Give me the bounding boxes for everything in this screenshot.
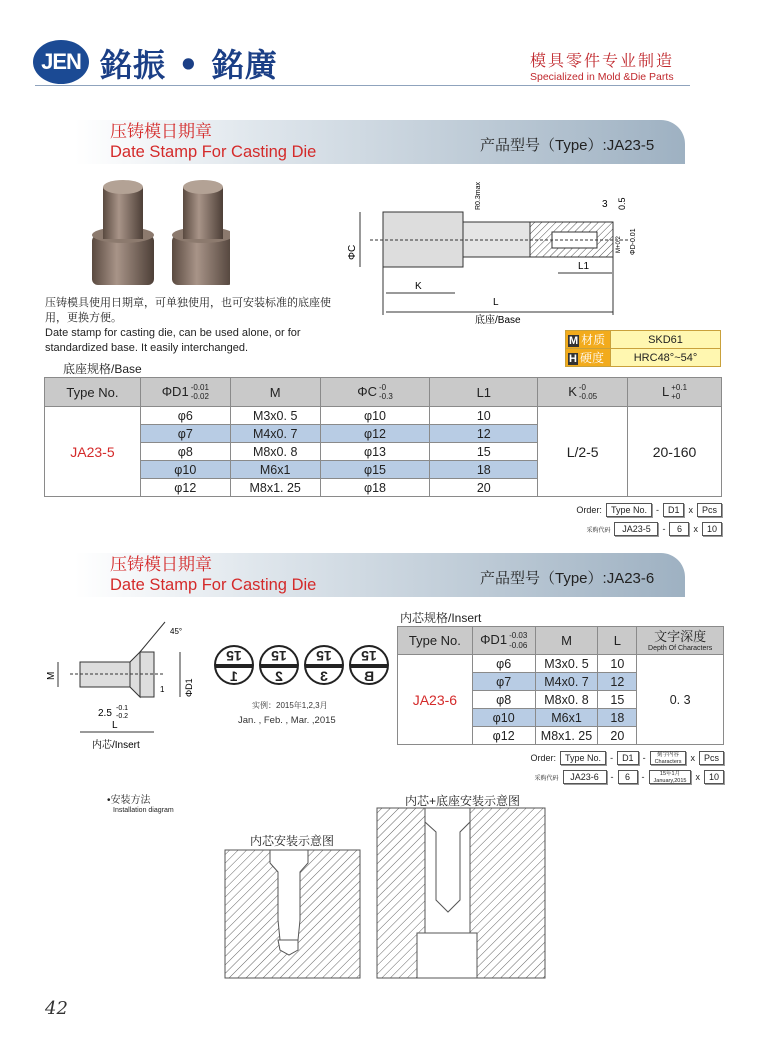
example-en: Jan. , Feb. , Mar. ,2015 [238, 715, 336, 726]
table-row: φ7 M4x0. 7 φ12 12 [45, 425, 722, 443]
section2-title-cn: 压铸模日期章 [110, 555, 212, 574]
dim-k: K [415, 281, 422, 292]
install-right-title: 内芯+底座安装示意图 [405, 794, 521, 808]
table-row: φ10 M6x1 18 [398, 709, 724, 727]
section1-title-cn: 压铸模日期章 [110, 122, 212, 141]
hardness-row: H 硬度 HRC48°~54° [566, 349, 721, 367]
install-title-cn: •安装方法 [107, 795, 151, 806]
base-spec-table: Type No. ΦD1 -0.01 -0.02 M ΦC -0 -0.3 L1 K -0 -0.05 L +0.1 +0 JA23-5 φ6 M3x0. 5 φ10 10 L/2-5 20-160 φ7 M4x0. 7 φ12 12 φ8 M8x0. 8 φ13 15 φ10 M6x1 φ15 18 φ12 M8x1. 25 φ18 20 [44, 377, 722, 497]
drawing-caption: 底座/Base [475, 315, 521, 325]
brand-name: 銘振 • 銘廣 [100, 46, 278, 84]
dim-m: M [46, 671, 57, 680]
example-cn: 实例：2015年1,2,3月 [252, 701, 328, 710]
base-drawing [330, 165, 650, 325]
dim-3: 3 [602, 199, 608, 210]
dim-c: ΦC [347, 244, 358, 260]
section1-type: 产品型号（Type）:JA23-5 [480, 137, 655, 154]
dim-l: L [493, 297, 499, 308]
table-row: φ12 M8x1. 25 φ18 20 [45, 479, 722, 497]
order-example-2: 采购代码 JA23-6 - 6 - 15年1月 January,2015 x 10 [535, 770, 724, 784]
logo: JEN [33, 40, 89, 84]
table-row: φ12 M8x1. 25 20 [398, 727, 724, 745]
dim-l: L [112, 720, 118, 731]
order-format-2: Order: Type No. - D1 - 刻字内容 Characters x Pcs [531, 751, 724, 765]
stamp-3: 15 3 [304, 645, 344, 685]
slogan-en: Specialized in Mold &Die Parts [530, 71, 674, 83]
stamp-examples [214, 645, 389, 685]
install-title-en: Installation diagram [113, 807, 174, 814]
dim-m: M+0.2 [616, 236, 622, 253]
desc-cn: 压铸模具使用日期章，可单独使用，也可安装标准的底座使用，更换方便。 [45, 297, 331, 324]
section2-title-en: Date Stamp For Casting Die [110, 576, 317, 594]
header-divider [35, 85, 690, 86]
slogan-cn: 模具零件专业制造 [530, 51, 675, 70]
material-table [565, 330, 721, 367]
table-row: φ7 M4x0. 7 12 [398, 673, 724, 691]
installation-diagram [220, 800, 550, 985]
dim-t25: 2.5 [98, 708, 112, 719]
dim-r: R0.3max [475, 181, 482, 210]
table-row: φ8 M8x0. 8 φ13 15 [45, 443, 722, 461]
product-photo [80, 175, 230, 295]
section2-banner [75, 553, 685, 597]
base-table-label: 底座规格/Base [63, 362, 142, 376]
order-format-1: Order: Type No. - D1 x Pcs [576, 503, 722, 517]
install-left-title: 内芯安装示意图 [250, 834, 335, 848]
section1-description [45, 296, 335, 356]
order-example-1: 采购代码 JA23-5 - 6 x 10 [586, 522, 722, 536]
table-row: φ8 M8x0. 8 15 [398, 691, 724, 709]
desc-en: Date stamp for casting die, can be used alone, or for standardized base. It easily interchanged. [45, 327, 301, 354]
section1-banner [75, 120, 685, 164]
table-row: φ10 M6x1 φ15 18 [45, 461, 722, 479]
dim-t25-tol-lower: -0.2 [116, 713, 129, 720]
dim-t25-tol-upper: -0.1 [116, 705, 129, 712]
stamp-2: 15 2 [259, 645, 299, 685]
dim-angle: 45° [170, 627, 183, 636]
drawing-caption: 内芯/Insert [92, 740, 140, 751]
table-row: JA23-5 φ6 M3x0. 5 φ10 10 L/2-5 20-160 [45, 407, 722, 425]
section1-title-en: Date Stamp For Casting Die [110, 143, 317, 161]
dim-d: ΦD-0.01 [630, 228, 637, 255]
stamp-4: 15 B [349, 645, 389, 685]
table-row: JA23-6 φ6 M3x0. 5 10 0. 3 [398, 655, 724, 673]
insert-spec-table: Type No. ΦD1 -0.03 -0.06 M L 文字深度 Depth Of Characters JA23-6 φ6 M3x0. 5 10 0. 3 φ7 M4x0. 7 12 φ8 M8x0. 8 15 φ10 M6x1 18 φ12 M8x1. 25 20 [397, 626, 724, 745]
material-row: M 材质 SKD61 [566, 331, 721, 349]
stamp-1: 15 1 [214, 645, 254, 685]
section2-type: 产品型号（Type）:JA23-6 [480, 570, 655, 587]
insert-drawing [40, 612, 210, 752]
dim-one: 1 [160, 685, 165, 694]
dim-05: 0.5 [617, 197, 627, 210]
dim-d1: ΦD1 [184, 678, 194, 697]
page-number: 42 [45, 998, 68, 1019]
insert-table-label: 内芯规格/Insert [400, 611, 482, 625]
dim-l1: L1 [578, 261, 590, 272]
